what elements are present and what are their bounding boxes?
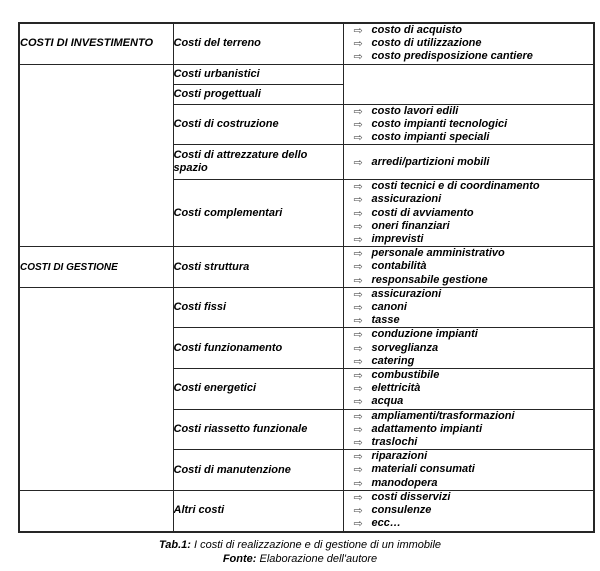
cost-item-label: costo impianti tecnologici (371, 117, 508, 130)
arrow-right-icon: ⇨ (353, 247, 363, 261)
cost-item (344, 156, 594, 169)
arrow-right-icon: ⇨ (353, 395, 363, 409)
arrow-right-icon: ⇨ (353, 50, 363, 64)
cost-item-label: tasse (371, 314, 400, 327)
items-cell-costi-complementari (343, 180, 594, 247)
arrow-right-icon: ⇨ (353, 436, 363, 450)
cost-item-label: assicurazioni (371, 287, 442, 300)
arrow-right-icon: ⇨ (353, 24, 363, 37)
category-cell-costi-riassetto: Costi riassetto funzionale (173, 409, 343, 450)
category-cell-altri-costi: Altri costi (173, 490, 343, 531)
items-cell-costi-struttura (343, 247, 594, 288)
arrow-right-icon: ⇨ (353, 490, 363, 504)
category-cell-costi-funzionamento: Costi funzionamento (173, 328, 343, 369)
caption-line-source (0, 552, 600, 566)
arrow-right-icon: ⇨ (353, 260, 363, 274)
arrow-right-icon: ⇨ (353, 463, 363, 477)
caption-tab-text: I costi di realizzazione e di gestione di un immobile (194, 539, 442, 551)
cost-item (344, 395, 594, 408)
cost-item (344, 288, 594, 301)
category-cell-costi-struttura: Costi struttura (173, 247, 343, 288)
cost-item (344, 274, 594, 287)
cost-item (344, 118, 594, 131)
arrow-right-icon: ⇨ (353, 409, 363, 423)
items-cell-costi-attrezzature (343, 145, 594, 180)
cost-item-label: traslochi (371, 436, 418, 449)
cost-item (344, 342, 594, 355)
category-cell-costi-complementari: Costi complementari (173, 180, 343, 247)
cost-item (344, 382, 594, 395)
arrow-right-icon: ⇨ (353, 155, 363, 169)
cost-item (344, 37, 594, 50)
arrow-right-icon: ⇨ (353, 314, 363, 328)
cost-item-label: costi disservizi (371, 490, 451, 503)
items-cell-empty (343, 64, 594, 104)
cost-item (344, 314, 594, 327)
items-cell-costi-del-terreno (343, 23, 594, 64)
cost-item-label: costo di utilizzazione (371, 37, 482, 50)
category-cell-costi-fissi: Costi fissi (173, 287, 343, 328)
arrow-right-icon: ⇨ (353, 328, 363, 342)
cost-item (344, 517, 594, 530)
cost-item (344, 423, 594, 436)
category-cell-costi-di-costruzione: Costi di costruzione (173, 104, 343, 145)
arrow-right-icon: ⇨ (353, 476, 363, 490)
items-cell-costi-di-costruzione (343, 104, 594, 145)
cost-item-label: ampliamenti/trasformazioni (371, 409, 515, 422)
cost-item-label: costi di avviamento (371, 206, 474, 219)
items-cell-costi-funzionamento (343, 328, 594, 369)
cost-item (344, 180, 594, 193)
arrow-right-icon: ⇨ (353, 180, 363, 194)
cost-item-label: materiali consumati (371, 463, 475, 476)
cost-item-label: acqua (371, 395, 404, 408)
arrow-right-icon: ⇨ (353, 301, 363, 315)
cost-item-label: combustibile (371, 369, 440, 382)
cost-item-label: contabilità (371, 260, 427, 273)
cost-item-label: elettricità (371, 382, 421, 395)
cost-item (344, 50, 594, 63)
category-cell-costi-del-terreno: Costi del terreno (173, 23, 343, 64)
arrow-right-icon: ⇨ (353, 354, 363, 368)
category-cell-costi-energetici: Costi energetici (173, 369, 343, 410)
cost-item (344, 463, 594, 476)
arrow-right-icon: ⇨ (353, 193, 363, 207)
caption-source-label: Fonte: (222, 553, 257, 565)
cost-item (344, 24, 594, 37)
group-cell-empty-gestione (19, 287, 173, 490)
arrow-right-icon: ⇨ (353, 117, 363, 131)
arrow-right-icon: ⇨ (353, 219, 363, 233)
category-cell-costi-manutenzione: Costi di manutenzione (173, 450, 343, 491)
cost-item (344, 260, 594, 273)
cost-item-label: oneri finanziari (371, 219, 450, 232)
arrow-right-icon: ⇨ (353, 450, 363, 464)
cost-item-label: ecc… (371, 517, 401, 530)
cost-item-label: manodopera (371, 476, 438, 489)
cost-item-label: riparazioni (371, 450, 428, 463)
arrow-right-icon: ⇨ (353, 287, 363, 301)
arrow-right-icon: ⇨ (353, 37, 363, 51)
cost-item-label: sorveglianza (371, 341, 439, 354)
group-cell-costi-gestione: COSTI DI GESTIONE (19, 247, 173, 288)
cost-item (344, 410, 594, 423)
arrow-right-icon: ⇨ (353, 104, 363, 118)
cost-item-label: catering (371, 354, 415, 367)
cost-item (344, 355, 594, 368)
cost-item-label: consulenze (371, 504, 432, 517)
arrow-right-icon: ⇨ (353, 341, 363, 355)
cost-item-label: imprevisti (371, 233, 424, 246)
caption-line-title (0, 538, 600, 552)
items-cell-altri-costi (343, 490, 594, 531)
cost-item-label: arredi/partizioni mobili (371, 155, 490, 168)
cost-item (344, 207, 594, 220)
items-cell-costi-fissi (343, 287, 594, 328)
category-cell-costi-progettuali: Costi progettuali (173, 84, 343, 104)
cost-item-label: conduzione impianti (371, 328, 478, 341)
cost-item-label: costo impianti speciali (371, 131, 490, 144)
cost-item-label: canoni (371, 301, 407, 314)
cost-item-label: costo lavori edili (371, 104, 459, 117)
arrow-right-icon: ⇨ (353, 382, 363, 396)
cost-item-label: costo predisposizione cantiere (371, 50, 533, 63)
arrow-right-icon: ⇨ (353, 273, 363, 287)
cost-item (344, 369, 594, 382)
table-caption (0, 538, 600, 566)
items-cell-costi-riassetto (343, 409, 594, 450)
cost-item-label: responsabile gestione (371, 273, 488, 286)
group-cell-costi-investimento: COSTI DI INVESTIMENTO (19, 23, 173, 64)
cost-item-label: costi tecnici e di coordinamento (371, 180, 540, 193)
arrow-right-icon: ⇨ (353, 369, 363, 383)
cost-item (344, 504, 594, 517)
cost-item (344, 436, 594, 449)
cost-item (344, 477, 594, 490)
cost-item-label: costo di acquisto (371, 24, 462, 36)
arrow-right-icon: ⇨ (353, 233, 363, 247)
cost-item-label: adattamento impianti (371, 422, 483, 435)
cost-item (344, 220, 594, 233)
category-cell-costi-attrezzature: Costi di attrezzature dello spazio (173, 145, 343, 180)
cost-item (344, 105, 594, 118)
cost-item-label: personale amministrativo (371, 247, 505, 260)
costs-table (18, 22, 595, 533)
items-cell-costi-energetici (343, 369, 594, 410)
arrow-right-icon: ⇨ (353, 517, 363, 531)
cost-item (344, 247, 594, 260)
cost-item (344, 131, 594, 144)
items-cell-costi-manutenzione (343, 450, 594, 491)
arrow-right-icon: ⇨ (353, 422, 363, 436)
cost-item (344, 491, 594, 504)
caption-tab-label: Tab.1: (158, 539, 191, 551)
cost-item (344, 193, 594, 206)
cost-item (344, 233, 594, 246)
arrow-right-icon: ⇨ (353, 206, 363, 220)
cost-item-label: assicurazioni (371, 193, 442, 206)
arrow-right-icon: ⇨ (353, 504, 363, 518)
cost-item (344, 301, 594, 314)
arrow-right-icon: ⇨ (353, 131, 363, 145)
cost-item (344, 450, 594, 463)
group-cell-empty-bottom (19, 490, 173, 531)
cost-item (344, 328, 594, 341)
category-cell-costi-urbanistici: Costi urbanistici (173, 64, 343, 84)
group-cell-empty-investimento (19, 64, 173, 247)
caption-source-text: Elaborazione dell'autore (259, 553, 378, 565)
